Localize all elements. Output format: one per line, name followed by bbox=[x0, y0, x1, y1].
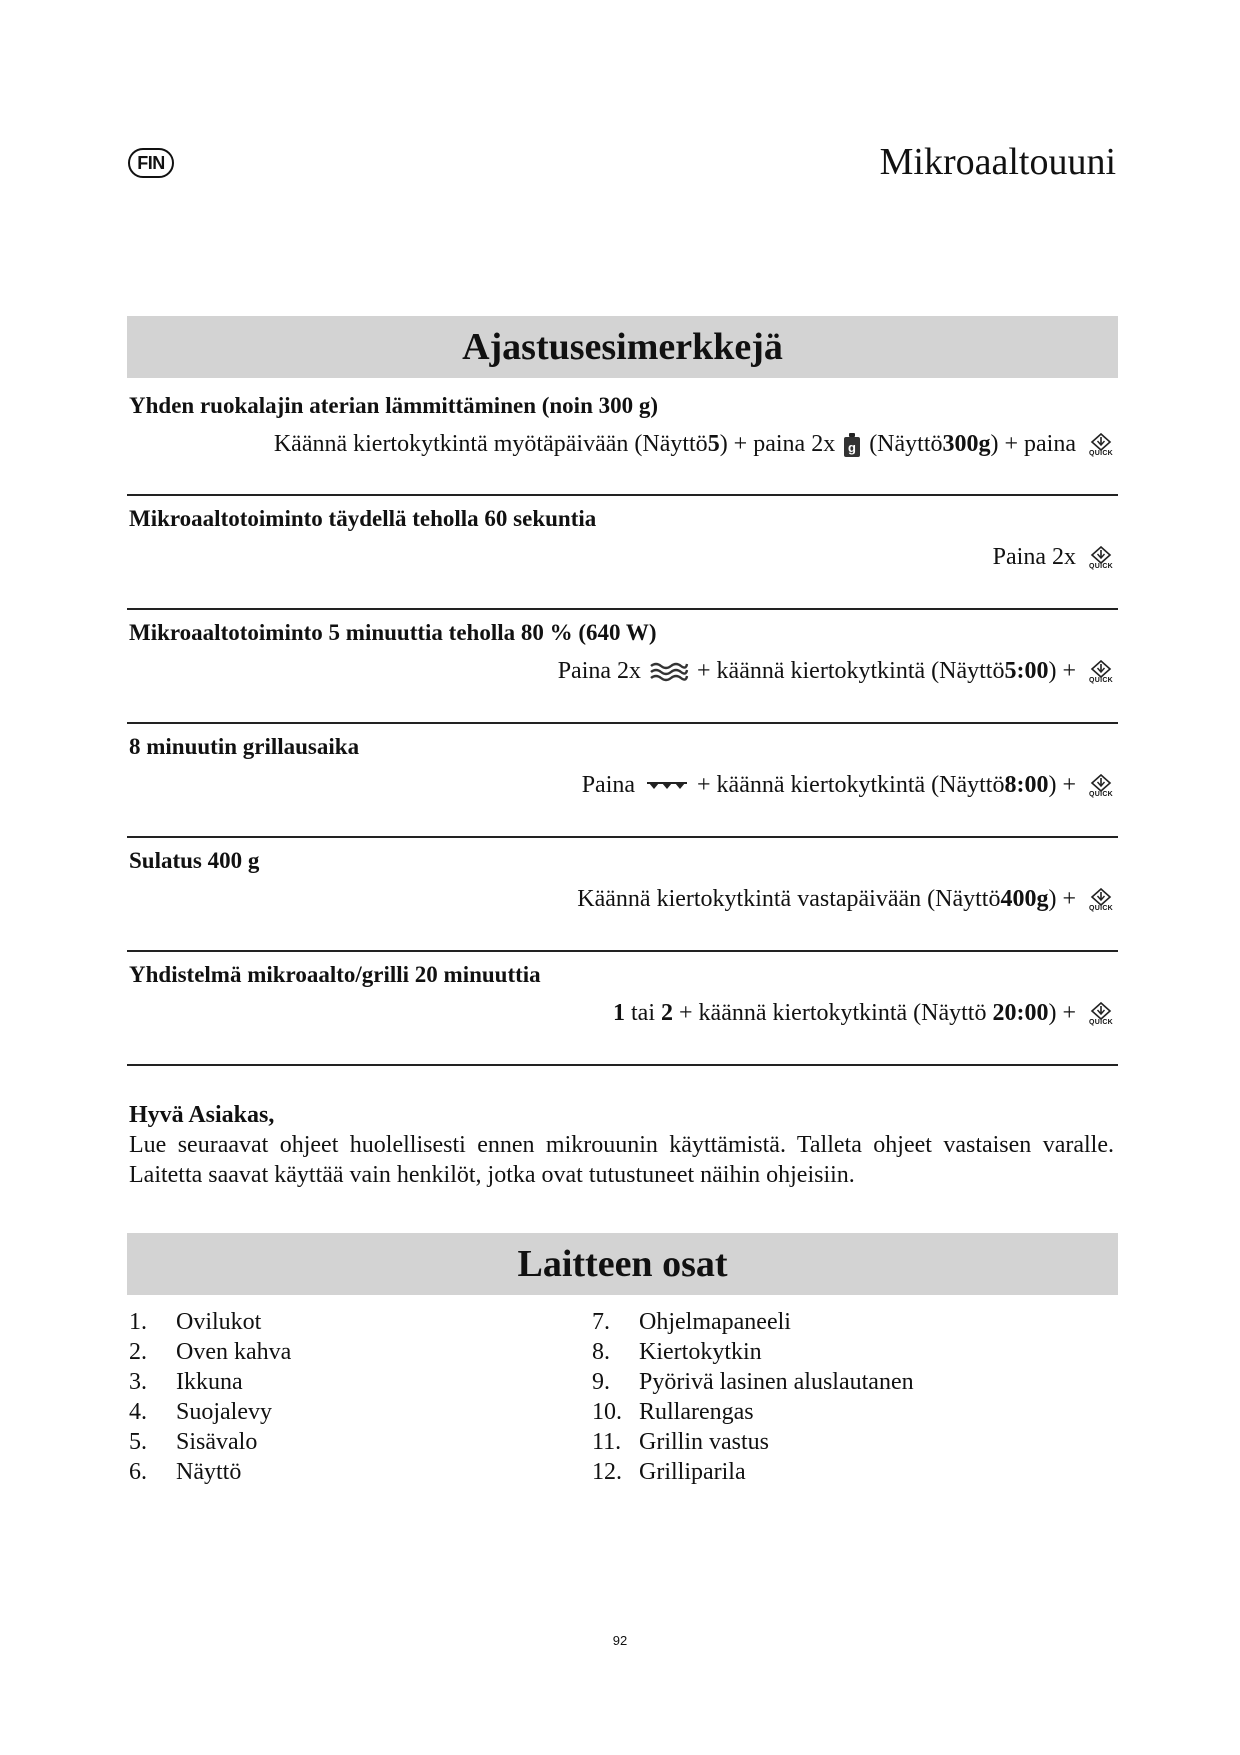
item-number: 5. bbox=[129, 1429, 147, 1455]
quick-start-icon bbox=[1084, 1002, 1118, 1026]
program-number: 1 bbox=[613, 1000, 626, 1026]
item-number: 3. bbox=[129, 1369, 147, 1395]
item-label: Oven kahva bbox=[176, 1339, 292, 1365]
list-item bbox=[129, 1337, 291, 1367]
instruction-text: + käännä kiertokytkintä (Näyttö bbox=[697, 658, 1005, 684]
instruction-text: Paina bbox=[581, 772, 636, 798]
list-item bbox=[592, 1457, 914, 1487]
timing-example bbox=[127, 724, 1118, 838]
greeting-body: Lue seuraavat ohjeet huolellisesti ennen mikrouunin käyttämistä. Talleta ohjeet vastaisen varalle. Laitetta saavat käyttää vain henkilöt, jotka ovat tutustuneet näihin ohjeisiin. bbox=[129, 1132, 1114, 1188]
example-title: Mikroaaltotoiminto 5 minuuttia teholla 80 % (640 W) bbox=[129, 620, 657, 645]
list-item bbox=[592, 1427, 914, 1457]
parts-list-left bbox=[129, 1307, 291, 1487]
instruction-text: ) + bbox=[1048, 1000, 1076, 1026]
item-label: Ovilukot bbox=[176, 1309, 262, 1335]
list-item bbox=[129, 1367, 291, 1397]
instruction-text: Käännä kiertokytkintä vastapäivään (Näyttö bbox=[577, 886, 1001, 912]
instruction-text: tai bbox=[625, 1000, 662, 1026]
list-item bbox=[129, 1307, 291, 1337]
item-number: 7. bbox=[592, 1309, 610, 1335]
item-number: 4. bbox=[129, 1399, 147, 1425]
quick-start-icon bbox=[1084, 774, 1118, 798]
display-value: 400g bbox=[1000, 886, 1049, 912]
timing-examples-list bbox=[127, 393, 1118, 1066]
list-item bbox=[129, 1427, 291, 1457]
display-value: 20:00 bbox=[992, 1000, 1049, 1026]
item-number: 12. bbox=[592, 1459, 622, 1485]
item-number: 11. bbox=[592, 1429, 622, 1455]
language-badge: FIN bbox=[128, 148, 174, 178]
example-title: Yhden ruokalajin aterian lämmittäminen (noin 300 g) bbox=[129, 393, 659, 418]
weight-icon bbox=[843, 432, 861, 458]
timing-example bbox=[127, 838, 1118, 952]
item-label: Grillin vastus bbox=[639, 1429, 769, 1455]
greeting-title: Hyvä Asiakas, bbox=[129, 1102, 275, 1128]
list-item bbox=[592, 1397, 914, 1427]
timing-example bbox=[127, 952, 1118, 1066]
item-label: Pyörivä lasinen aluslautanen bbox=[639, 1369, 914, 1395]
item-label: Ohjelmapaneeli bbox=[639, 1309, 791, 1335]
item-number: 8. bbox=[592, 1339, 610, 1365]
timing-example bbox=[127, 496, 1118, 610]
page-number: 92 bbox=[612, 1633, 628, 1648]
item-label: Näyttö bbox=[176, 1459, 242, 1485]
list-item bbox=[592, 1307, 914, 1337]
quick-label: QUICK bbox=[1088, 1018, 1114, 1026]
example-title: Mikroaaltotoiminto täydellä teholla 60 sekuntia bbox=[129, 506, 597, 531]
parts-list-right bbox=[592, 1307, 914, 1487]
instruction-text: (Näyttö bbox=[869, 431, 943, 457]
program-number: 2 bbox=[661, 1000, 674, 1026]
microwave-waves-icon bbox=[649, 661, 689, 683]
document-title: Mikroaaltouuni bbox=[879, 141, 1116, 183]
quick-start-icon bbox=[1084, 888, 1118, 912]
quick-start-icon bbox=[1084, 660, 1118, 684]
example-instruction bbox=[577, 886, 1118, 913]
example-instruction bbox=[613, 1000, 1118, 1027]
item-number: 9. bbox=[592, 1369, 610, 1395]
item-number: 1. bbox=[129, 1309, 147, 1335]
example-instruction bbox=[274, 431, 1118, 458]
list-item bbox=[592, 1337, 914, 1367]
list-item bbox=[129, 1397, 291, 1427]
instruction-text: + käännä kiertokytkintä (Näyttö bbox=[673, 1000, 993, 1026]
item-label: Kiertokytkin bbox=[639, 1339, 762, 1365]
example-instruction bbox=[993, 544, 1118, 571]
weight-icon-letter: g bbox=[848, 439, 857, 455]
instruction-text: Käännä kiertokytkintä myötäpäivään (Näyttö bbox=[273, 431, 708, 457]
customer-greeting bbox=[129, 1100, 1114, 1190]
quick-label: QUICK bbox=[1088, 449, 1114, 457]
display-value: 5:00 bbox=[1004, 658, 1049, 684]
timing-example bbox=[127, 393, 1118, 496]
quick-label: QUICK bbox=[1088, 904, 1114, 912]
instruction-text: ) + bbox=[1048, 772, 1076, 798]
example-title: Sulatus 400 g bbox=[129, 848, 260, 873]
parts-heading: Laitteen osat bbox=[127, 1233, 1118, 1295]
instruction-text: ) + paina 2x bbox=[719, 431, 836, 457]
quick-start-icon bbox=[1084, 433, 1118, 457]
instruction-text: ) + paina bbox=[990, 431, 1076, 457]
display-value: 5 bbox=[707, 431, 720, 457]
instruction-text: ) + bbox=[1048, 658, 1076, 684]
quick-label: QUICK bbox=[1088, 790, 1114, 798]
timing-example bbox=[127, 610, 1118, 724]
list-item bbox=[592, 1367, 914, 1397]
grill-icon bbox=[647, 781, 687, 791]
display-value: 300g bbox=[942, 431, 991, 457]
example-instruction bbox=[558, 658, 1118, 685]
instruction-text: + käännä kiertokytkintä (Näyttö bbox=[697, 772, 1005, 798]
item-number: 2. bbox=[129, 1339, 147, 1365]
quick-label: QUICK bbox=[1088, 676, 1114, 684]
item-label: Sisävalo bbox=[176, 1429, 258, 1455]
timing-examples-heading: Ajastusesimerkkejä bbox=[127, 316, 1118, 378]
quick-label: QUICK bbox=[1088, 562, 1114, 570]
item-number: 10. bbox=[592, 1399, 622, 1425]
item-label: Suojalevy bbox=[176, 1399, 272, 1425]
display-value: 8:00 bbox=[1004, 772, 1049, 798]
example-title: 8 minuutin grillausaika bbox=[129, 734, 360, 759]
example-instruction bbox=[582, 772, 1118, 799]
instruction-text: Paina 2x bbox=[992, 544, 1076, 570]
list-item bbox=[129, 1457, 291, 1487]
item-label: Ikkuna bbox=[176, 1369, 243, 1395]
example-title: Yhdistelmä mikroaalto/grilli 20 minuuttia bbox=[129, 962, 541, 987]
item-label: Grilliparila bbox=[639, 1459, 746, 1485]
item-number: 6. bbox=[129, 1459, 147, 1485]
instruction-text: ) + bbox=[1048, 886, 1076, 912]
quick-start-icon bbox=[1084, 546, 1118, 570]
instruction-text: Paina 2x bbox=[557, 658, 642, 684]
item-label: Rullarengas bbox=[639, 1399, 754, 1425]
